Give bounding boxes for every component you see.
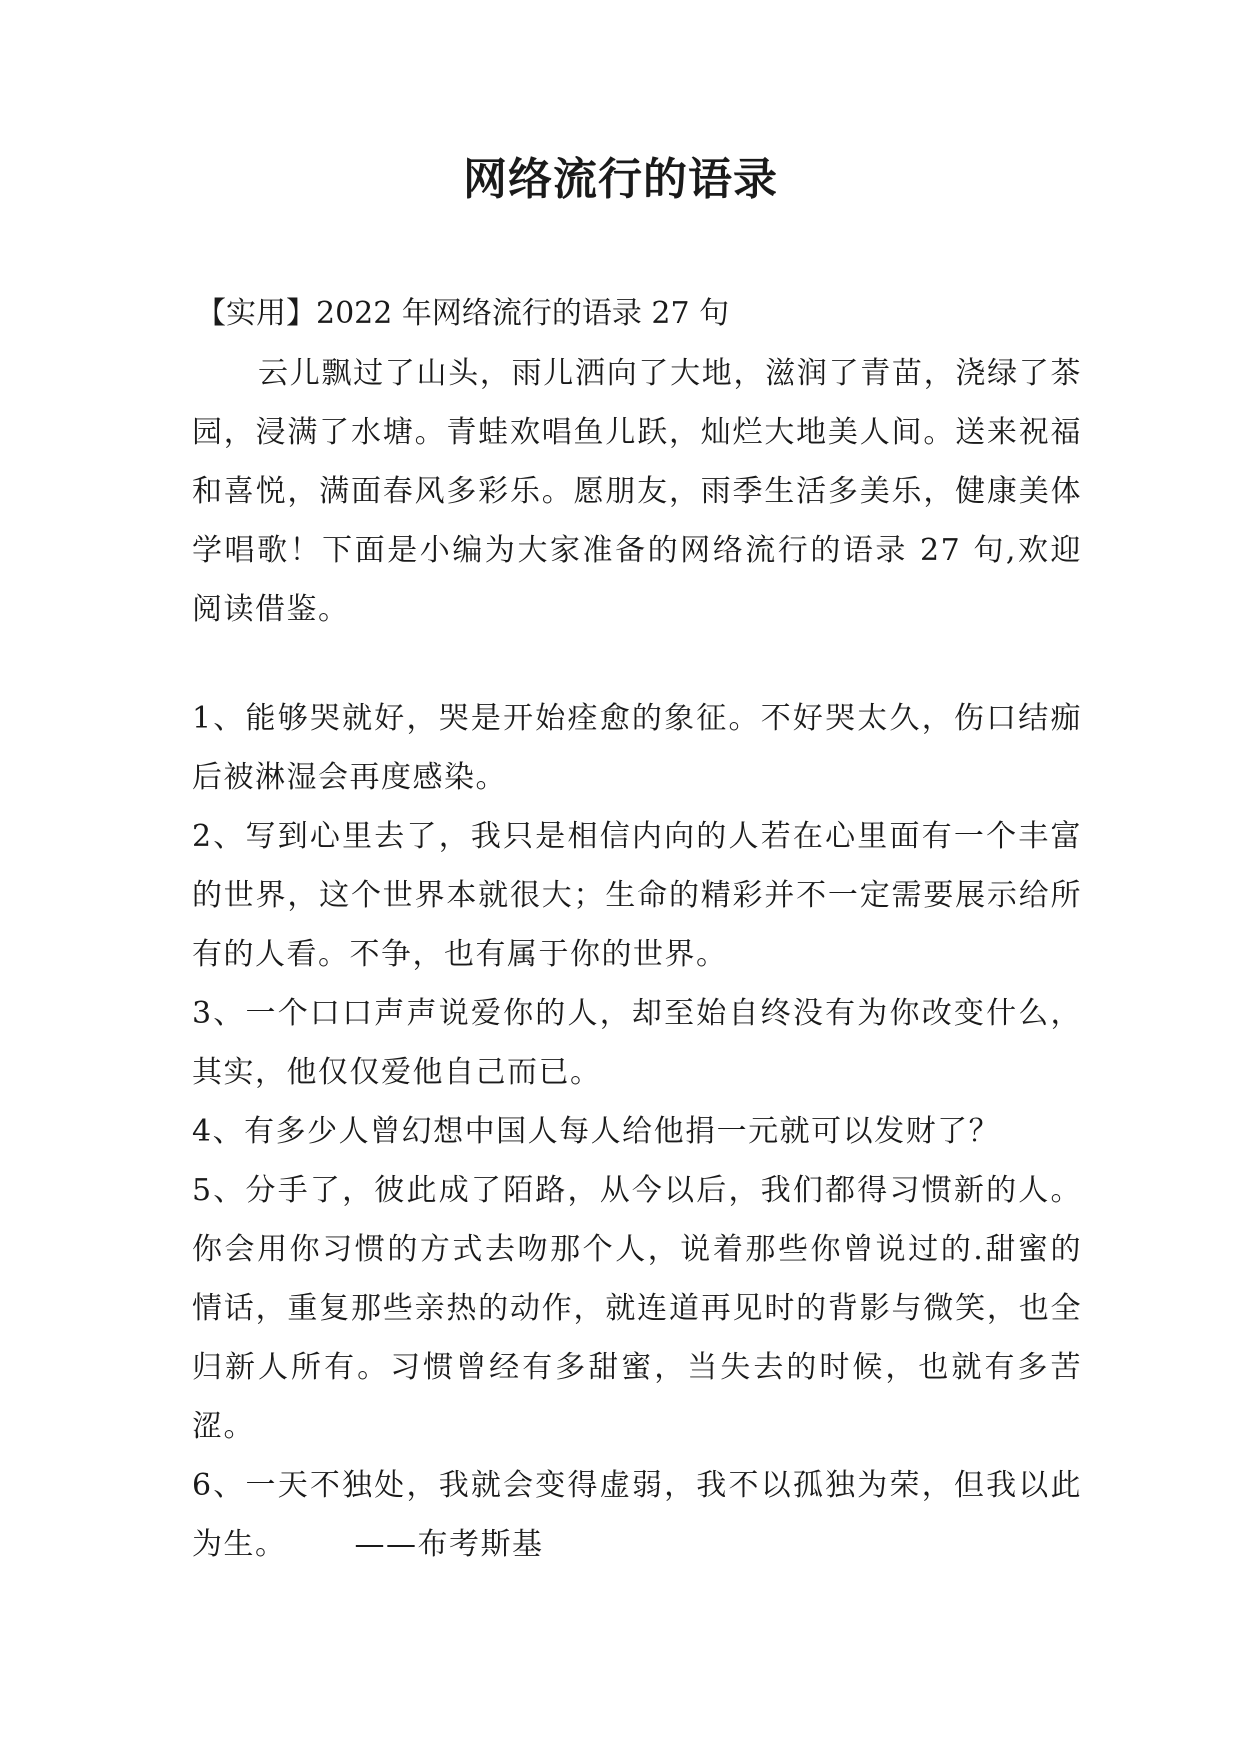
quote-item-1: 1、能够哭就好，哭是开始痊愈的象征。不好哭太久，伤口结痂后被淋湿会再度感染。 bbox=[192, 701, 1082, 795]
quote-item-2: 2、写到心里去了，我只是相信内向的人若在心里面有一个丰富的世界，这个世界本就很大；生命的精彩并不一定需要展示给所有的人看。不争，也有属于你的世界。 bbox=[192, 819, 1082, 972]
quote-item-5: 5、分手了，彼此成了陌路，从今以后，我们都得习惯新的人。你会用你习惯的方式去吻那个人，说着那些你曾说过的.甜蜜的情话，重复那些亲热的动作，就连道再见时的背影与微笑，也全归新人所有。习惯曾经有多甜蜜，当失去的时候，也就有多苦涩。 bbox=[192, 1173, 1082, 1444]
intro-paragraph: 云儿飘过了山头，雨儿洒向了大地，滋润了青苗，浇绿了茶园，浸满了水塘。青蛙欢唱鱼儿跃，灿烂大地美人间。送来祝福和喜悦，满面春风多彩乐。愿朋友，雨季生活多美乐，健康美体学唱歌！下面是小编为大家准备的网络流行的语录 27 句,欢迎阅读借鉴。 bbox=[192, 356, 1082, 627]
quote-item-6 bbox=[192, 1456, 1082, 1574]
quote-list bbox=[192, 689, 1082, 1574]
quote-item-6-text: 6、一天不独处，我就会变得虚弱，我不以孤独为荣，但我以此为生。 bbox=[192, 1468, 1082, 1562]
document-subtitle: 【实用】2022 年网络流行的语录 27 句 bbox=[196, 296, 730, 331]
quote-item-3: 3、一个口口声声说爱你的人，却至始自终没有为你改变什么，其实，他仅仅爱他自己而已。 bbox=[192, 996, 1082, 1090]
quote-item-4: 4、有多少人曾幻想中国人每人给他捐一元就可以发财了？ bbox=[192, 1114, 1001, 1149]
document-title: 网络流行的语录 bbox=[463, 154, 778, 205]
quote-attribution: ——布考斯基 bbox=[354, 1527, 544, 1562]
